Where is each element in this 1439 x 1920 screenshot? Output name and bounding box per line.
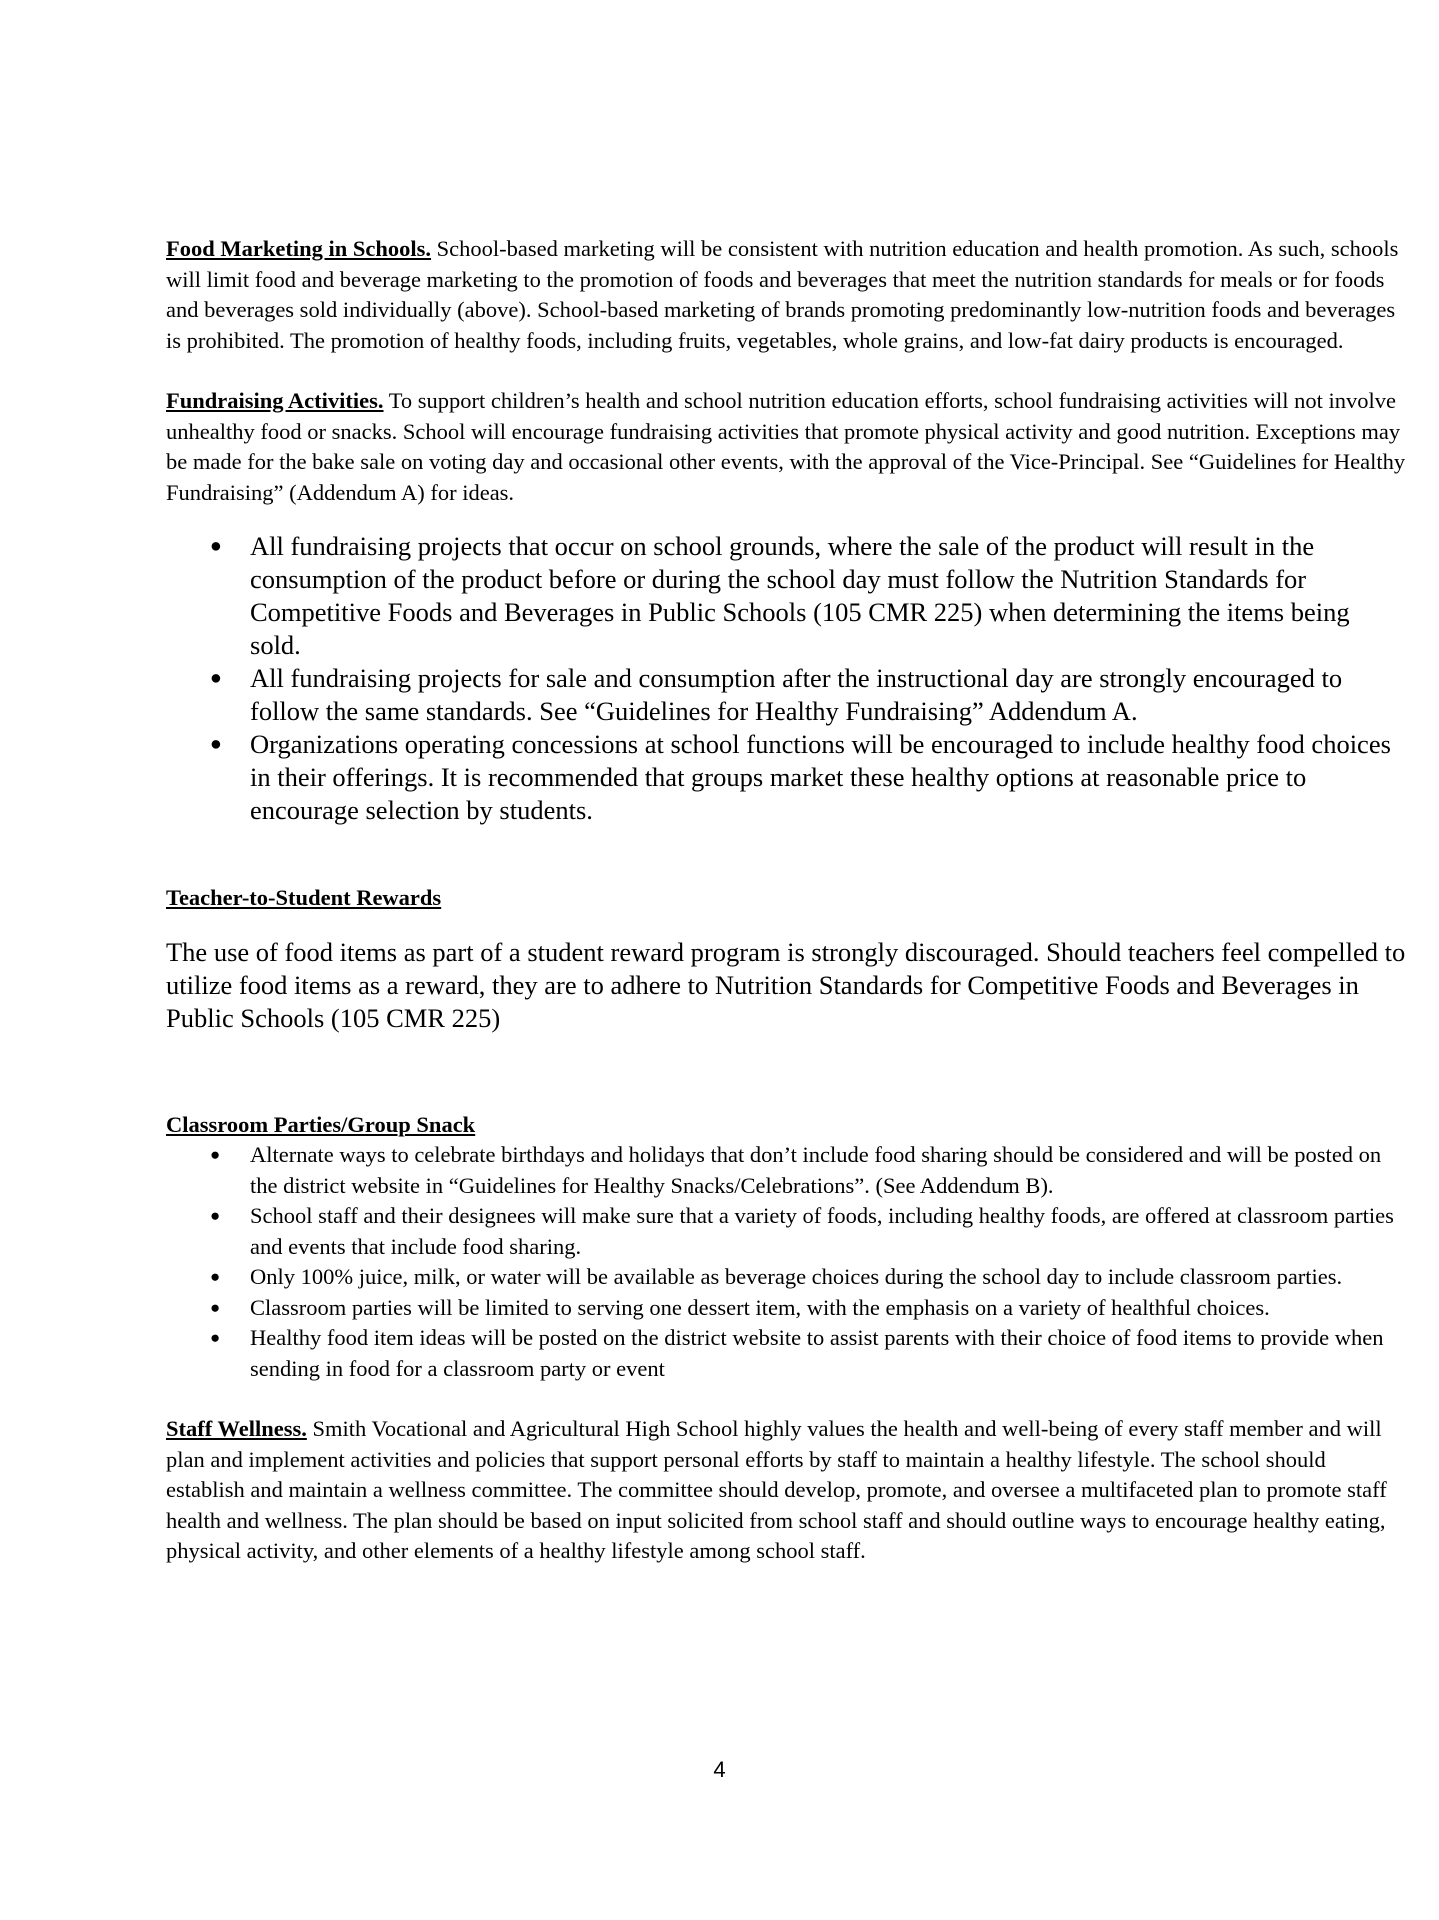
bullet-icon: ● — [210, 1297, 221, 1317]
food-marketing-body: School-based marketing will be consistent with nutrition education and health promotion. As such, schools will limit food and beverage marketing to the promotion of foods and beverages that meet the nutrition standards for meals or for foods and beverages sold individually (above). School-based marketing of brands promoting predominantly low-nutrition foods and beverages is prohibited. The promotion of healthy foods, including fruits, vegetables, whole grains, and low-fat dairy products is encouraged. — [166, 236, 1399, 353]
fundraising-heading: Fundraising Activities. — [166, 388, 384, 413]
fundraising-body: To support children’s health and school nutrition education efforts, school fundraising activities will not involve unhealthy food or snacks. School will encourage fundraising activities that promote physical activity and good nutrition. Exceptions may be made for the bake sale on voting day and occasional other events, with the approval of the Vice-Principal. See “Guidelines for Healthy Fundraising” (Addendum A) for ideas. — [166, 388, 1406, 505]
bullet-icon: ● — [210, 1267, 221, 1286]
list-item: ● Classroom parties will be limited to serving one dessert item, with the emphasis on a variety of healthful choices. — [166, 1293, 1406, 1324]
staff-wellness-body: Smith Vocational and Agricultural High School highly values the health and well-being of every staff member and will plan and implement activities and policies that support personal efforts by staff to maintain a healthy lifestyle. The school should establish and maintain a wellness committee. The committee should develop, promote, and oversee a multifaceted plan to promote staff health and wellness. The plan should be based on input solicited from school staff and should outline ways to encourage healthy eating, physical activity, and other elements of a healthy lifestyle among school staff. — [166, 1416, 1387, 1563]
classroom-parties-bullet-list — [166, 1140, 1406, 1384]
teacher-rewards-heading-line — [166, 883, 1406, 914]
list-item: ● School staff and their designees will make sure that a variety of foods, including healthy foods, are offered at classroom parties and events that include food sharing. — [210, 1203, 1394, 1259]
classroom-parties-heading: Classroom Parties/Group Snack — [166, 1111, 476, 1137]
bullet-icon: ● — [210, 1206, 221, 1225]
list-item: ● Only 100% juice, milk, or water will be available as beverage choices during the school day to include classroom parties. — [166, 1262, 1406, 1293]
page-number: 4 — [713, 1757, 726, 1782]
food-marketing-heading: Food Marketing in Schools. — [166, 236, 432, 261]
bullet-icon: ● — [210, 1145, 221, 1164]
fundraising-bullet-list — [166, 530, 1406, 827]
bullet-icon: ● — [210, 1328, 221, 1347]
teacher-rewards-heading: Teacher-to-Student Rewards — [166, 885, 442, 910]
list-item: ● Healthy food item ideas will be posted on the district website to assist parents with their choice of food items to provide when sending in food for a classroom party or event — [210, 1325, 1384, 1381]
staff-wellness-heading: Staff Wellness. — [166, 1416, 307, 1441]
document-page — [166, 234, 1406, 1567]
classroom-parties-heading-line — [166, 1110, 1406, 1141]
list-item: ● Alternate ways to celebrate birthdays and holidays that don’t include food sharing should be considered and will be posted on the district website in “Guidelines for Healthy Snacks/Celebrations”. (See Addendum B). — [210, 1142, 1382, 1198]
fundraising-section — [166, 386, 1406, 508]
bullet-icon: ● — [210, 733, 222, 755]
teacher-rewards-body: The use of food items as part of a student reward program is strongly discouraged. Should teachers feel compelled to utilize food items as a reward, they are to adhere to Nutrition Standards for Competitive Foods and Beverages in Public Schools (105 CMR 225) — [166, 936, 1406, 1033]
bullet-icon: ● — [210, 535, 222, 557]
food-marketing-section — [166, 234, 1406, 356]
bullet-icon: ● — [210, 667, 222, 689]
list-item: ● All fundraising projects for sale and consumption after the instructional day are strongly encouraged to follow the same standards. See “Guidelines for Healthy Fundraising” Addendum A. — [210, 663, 1343, 726]
staff-wellness-section — [166, 1414, 1406, 1567]
list-item: ● Organizations operating concessions at school functions will be encouraged to include healthy food choices in their offerings. It is recommended that groups market these healthy options at reasonable price to encourage selection by students. — [210, 729, 1391, 825]
list-item: ● All fundraising projects that occur on school grounds, where the sale of the product will result in the consumption of the product before or during the school day must follow the Nutrition Standards for Competitive Foods and Beverages in Public Schools (105 CMR 225) when determining the items being sold. — [210, 531, 1350, 660]
